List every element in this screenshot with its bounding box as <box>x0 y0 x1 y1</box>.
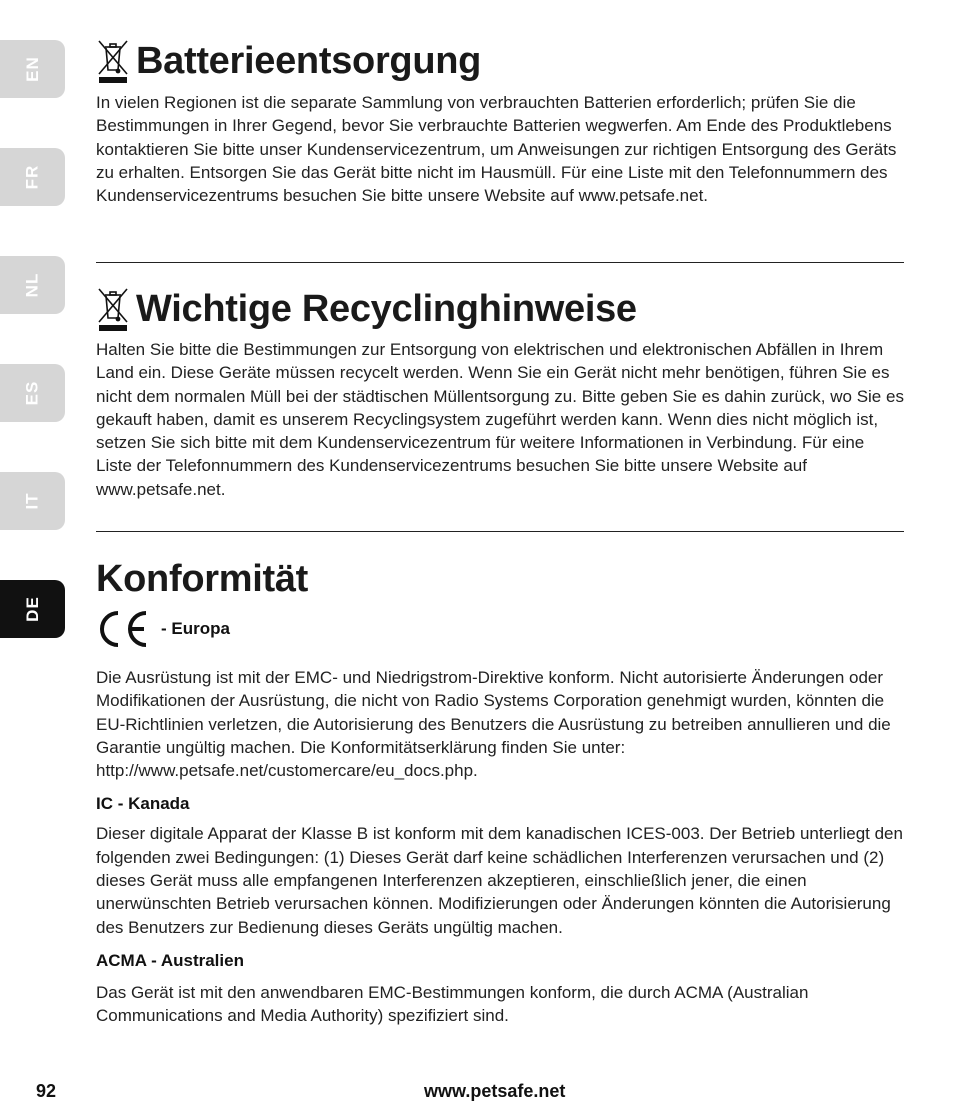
language-tab-it[interactable] <box>0 472 65 530</box>
conformity-title: Konformität <box>96 558 309 600</box>
language-tab-label: ES <box>22 380 42 406</box>
footer-website-link[interactable]: www.petsafe.net <box>424 1081 566 1101</box>
crossed-bin-icon <box>96 286 130 332</box>
conformity-section <box>96 556 904 1028</box>
canada-body: Dieser digitale Apparat der Klasse B ist konform mit dem kanadischen ICES-003. Der Betrieb unterliegt den folgenden zwei Bedingungen: (1) Dieses Gerät darf keine schädlichen Interferenzen verursachen und (2) dieses Gerät muss alle empfangenen Interferenzen akzeptieren, einschließlich jener, die einen unerwünschten Betrieb verursachen können. Modifizierungen oder Änderungen könnten die Autorisierung des Benutzers zur Bedienung dieses Geräts ungültig machen. <box>96 824 903 937</box>
language-tab-label: FR <box>22 164 42 190</box>
language-tab-label: NL <box>22 272 42 298</box>
language-tab-fr[interactable] <box>0 148 65 206</box>
ce-mark-icon <box>96 608 154 650</box>
battery-disposal-heading <box>96 38 904 84</box>
europe-heading <box>96 608 904 650</box>
battery-disposal-section <box>96 38 904 207</box>
language-tab-label: DE <box>22 596 42 622</box>
europe-label: - Europa <box>161 619 230 638</box>
section-divider <box>96 531 904 532</box>
language-tab-label: IT <box>22 492 42 510</box>
battery-disposal-body: In vielen Regionen ist die separate Sammlung von verbrauchten Batterien erforderlich; prüfen Sie die Bestimmungen in Ihrer Gegend, bevor Sie verbrauchte Batterien wegwerfen. Am Ende des Produktlebens kontaktieren Sie bitte unser Kundenservicezentrum, um Anweisungen zur richtigen Entsorgung des Geräts zu erhalten. Entsorgen Sie das Gerät bitte nicht im Hausmüll. Für eine Liste mit den Telefonnummern des Kundenservicezentrums besuchen Sie bitte unsere Website auf www.petsafe.net. <box>96 93 897 206</box>
language-tab-nl[interactable] <box>0 256 65 314</box>
recycling-body: Halten Sie bitte die Bestimmungen zur Entsorgung von elektrischen und elektronischen Abfällen in Ihrem Land ein. Diese Geräte müssen recycelt werden. Wenn Sie ein Gerät nicht mehr benötigen, führen Sie es nicht dem normalen Müll bei der städtischen Müllentsorgung zu. Bitte geben Sie es dahin zurück, wo Sie es gekauft haben, damit es unserem Recyclingsystem zugeführt werden kann. Wenn dies nicht möglich ist, setzen Sie sich bitte mit dem Kundenservicezentrum für weitere Informationen in Verbindung. Für eine Liste der Telefonnummern des Kundenservicezentrums besuchen Sie bitte unsere Website auf www.petsafe.net. <box>96 340 904 499</box>
language-tab-de[interactable] <box>0 580 65 638</box>
australia-body: Das Gerät ist mit den anwendbaren EMC-Bestimmungen konform, die durch ACMA (Australian Communications and Media Authority) spezifiziert sind. <box>96 982 809 1026</box>
recycling-section <box>96 286 904 501</box>
language-tab-en[interactable] <box>0 40 65 98</box>
page-number: 92 <box>36 1081 57 1101</box>
language-tab-es[interactable] <box>0 364 65 422</box>
recycling-heading <box>96 286 904 332</box>
europe-body: Die Ausrüstung ist mit der EMC- und Niedrigstrom-Direktive konform. Nicht autorisierte Änderungen oder Modifikationen der Ausrüstung, die nicht von Radio Systems Corporation genehmigt wurden, könnten die EU-Richtlinien verletzen, die Autorisierung des Benutzers die Ausrüstung zu betreiben annullieren und die Garantie ungültig machen. Die Konformitätserklärung finden Sie unter: http://www.petsafe.net/customercare/eu_docs.php. <box>96 668 891 781</box>
recycling-title: Wichtige Recyclinghinweise <box>136 288 637 330</box>
battery-disposal-title: Batterieentsorgung <box>136 40 482 82</box>
crossed-bin-icon <box>96 38 130 84</box>
australia-heading: ACMA - Australien <box>96 950 244 970</box>
language-tab-label: EN <box>22 56 42 82</box>
canada-heading: IC - Kanada <box>96 794 190 814</box>
section-divider <box>96 262 904 263</box>
